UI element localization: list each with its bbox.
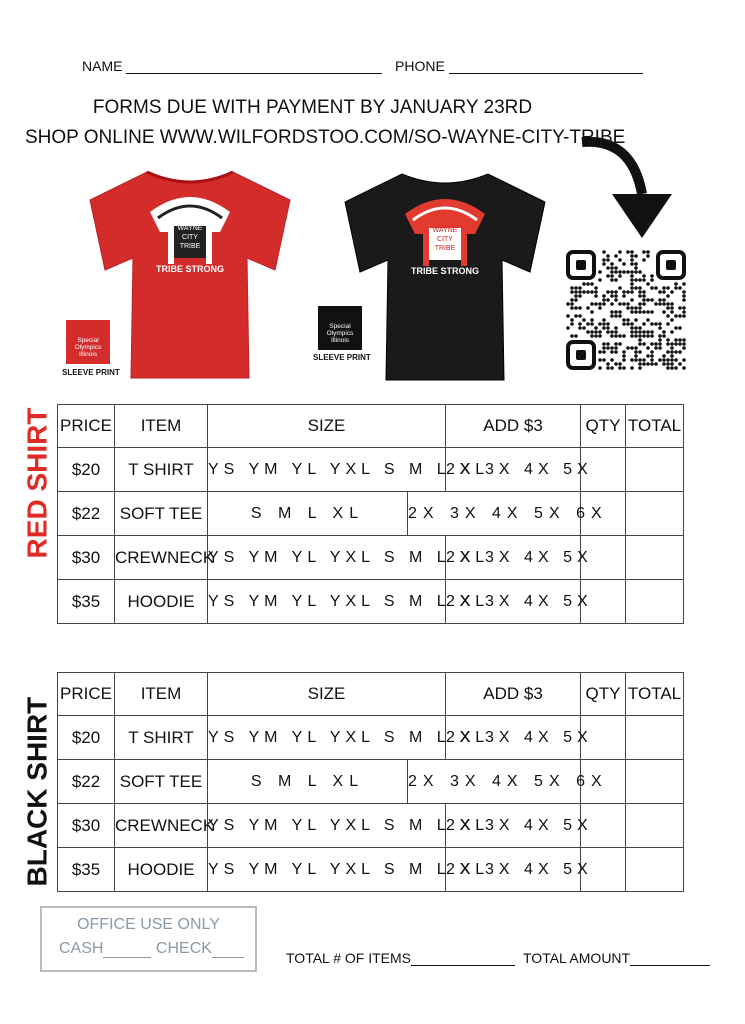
cash-blank[interactable] <box>103 957 151 958</box>
office-title: OFFICE USE ONLY <box>77 916 220 933</box>
col-qty: QTY <box>581 405 626 448</box>
col-add: ADD $3 <box>446 673 581 716</box>
col-size: SIZE <box>208 673 446 716</box>
total-cell[interactable] <box>626 448 684 492</box>
col-price: PRICE <box>58 405 115 448</box>
total-items-field[interactable] <box>286 950 515 966</box>
black-design-line3: TRIBE <box>434 245 456 252</box>
black-tshirt-image <box>340 162 550 382</box>
red-design-line1: WAYNE <box>177 225 203 232</box>
table-row: $30 CREWNECK YS YM YL YXL S M L XL 2X 3X 4X 5X <box>58 804 684 848</box>
black-slogan: TRIBE STRONG <box>410 266 480 276</box>
total-cell[interactable] <box>626 804 684 848</box>
table-row: $20 T SHIRT YS YM YL YXL S M L XL 2X 3X 4X 5X <box>58 716 684 760</box>
col-total: TOTAL <box>626 405 684 448</box>
total-amount-label: TOTAL AMOUNT <box>523 950 631 966</box>
special-olympics-red-logo: Special Olympics Illinois <box>66 320 110 364</box>
office-use-box <box>40 906 257 972</box>
red-tshirt-image <box>85 160 295 380</box>
red-design-line3: TRIBE <box>179 243 201 250</box>
name-blank[interactable] <box>126 73 382 74</box>
col-item: ITEM <box>115 673 208 716</box>
phone-label: PHONE <box>395 58 445 74</box>
name-field[interactable] <box>82 58 382 74</box>
total-cell[interactable] <box>626 492 684 536</box>
col-price: PRICE <box>58 673 115 716</box>
total-items-blank[interactable] <box>411 965 515 966</box>
cash-label: CASH <box>59 940 104 957</box>
black-sleeve-caption: SLEEVE PRINT <box>313 353 371 362</box>
red-sleeve-caption: SLEEVE PRINT <box>62 368 120 377</box>
col-size: SIZE <box>208 405 446 448</box>
due-date-line: FORMS DUE WITH PAYMENT BY JANUARY 23RD <box>92 97 533 118</box>
check-blank[interactable] <box>212 957 244 958</box>
black-design-line1: WAYNE <box>432 227 458 234</box>
curved-arrow-icon <box>580 134 675 244</box>
table-row: $20 T SHIRT YS YM YL YXL S M L XL 2X 3X 4X 5X <box>58 448 684 492</box>
phone-blank[interactable] <box>449 73 643 74</box>
table-row: $22 SOFT TEE S M L XL 2X 3X 4X 5X 6X <box>58 492 684 536</box>
table-row: $22 SOFT TEE S M L XL 2X 3X 4X 5X 6X <box>58 760 684 804</box>
total-amount-field[interactable] <box>523 950 710 966</box>
black-design-line2: CITY <box>437 236 453 243</box>
total-cell[interactable] <box>626 848 684 892</box>
col-qty: QTY <box>581 673 626 716</box>
phone-field[interactable] <box>395 58 643 74</box>
red-design-line2: CITY <box>182 234 198 241</box>
total-cell[interactable] <box>626 536 684 580</box>
table-row: $35 HOODIE YS YM YL YXL S M L XL 2X 3X 4X 5X <box>58 848 684 892</box>
black-shirt-label: BLACK SHIRT <box>21 696 53 887</box>
red-order-table <box>57 404 684 624</box>
check-label: CHECK <box>155 940 212 957</box>
total-items-label: TOTAL # OF ITEMS <box>286 950 411 966</box>
table-row: $30 CREWNECK YS YM YL YXL S M L XL 2X 3X 4X 5X <box>58 536 684 580</box>
total-cell[interactable] <box>626 580 684 624</box>
total-cell[interactable] <box>626 716 684 760</box>
name-label: NAME <box>82 58 123 74</box>
qr-code-icon <box>566 250 686 370</box>
special-olympics-black-logo: Special Olympics Illinois <box>318 306 362 350</box>
black-order-table <box>57 672 684 892</box>
total-cell[interactable] <box>626 760 684 804</box>
col-total: TOTAL <box>626 673 684 716</box>
total-amount-blank[interactable] <box>630 965 710 966</box>
red-shirt-label: RED SHIRT <box>21 407 53 559</box>
table-row: $35 HOODIE YS YM YL YXL S M L XL 2X 3X 4X 5X <box>58 580 684 624</box>
col-add: ADD $3 <box>446 405 581 448</box>
red-slogan: TRIBE STRONG <box>155 264 225 274</box>
col-item: ITEM <box>115 405 208 448</box>
shop-online-line: SHOP ONLINE WWW.WILFORDSTOO.COM/SO-WAYNE-CITY-TRIBE <box>25 127 626 148</box>
